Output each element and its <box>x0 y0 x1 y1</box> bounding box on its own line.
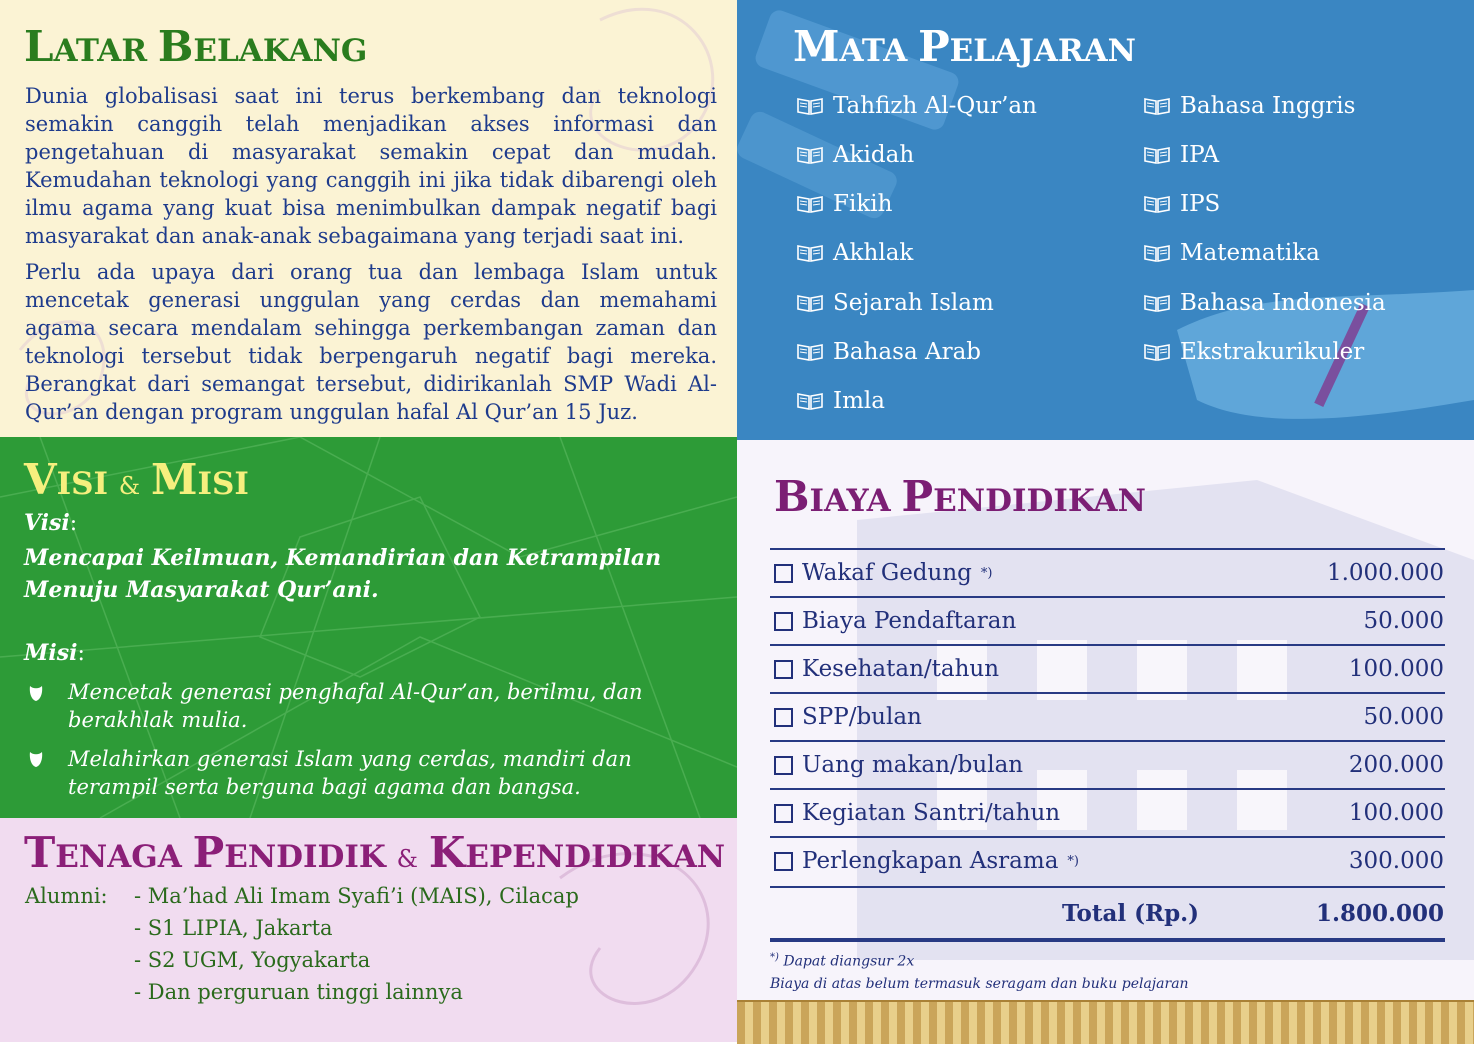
leaf-bullet-icon <box>28 750 44 768</box>
checkbox-icon <box>774 612 793 631</box>
book-icon <box>797 392 823 410</box>
fee-row: Kesehatan/tahun 100.000 <box>774 654 1444 684</box>
book-icon <box>1144 244 1170 262</box>
checkbox-icon <box>774 852 793 871</box>
fee-amount: 100.000 <box>1348 656 1444 682</box>
visi-line-1: Mencapai Keilmuan, Kemandirian dan Ketrampilan <box>24 545 662 571</box>
book-icon <box>797 294 823 312</box>
table-rule-bold <box>770 938 1445 942</box>
table-rule <box>770 836 1445 838</box>
fee-amount: 200.000 <box>1348 752 1444 778</box>
mata-pelajaran-title: MATA PELAJARAN <box>793 22 1137 71</box>
fee-amount: 50.000 <box>1363 704 1444 730</box>
subject-item: Tahfizh Al-Qur’an <box>797 93 1037 119</box>
subject-item: Akhlak <box>797 240 913 266</box>
alumni-item: - S2 UGM, Yogyakarta <box>134 948 371 972</box>
fee-row: Uang makan/bulan 200.000 <box>774 750 1444 780</box>
leaf-bullet-icon <box>28 684 44 702</box>
table-rule <box>770 886 1445 888</box>
fee-amount: 1.000.000 <box>1326 560 1444 586</box>
total-label: Total (Rp.) <box>1062 899 1200 927</box>
subject-item: Akidah <box>797 142 914 168</box>
footnote: Biaya di atas belum termasuk seragam dan buku pelajaran <box>770 976 1189 992</box>
fee-row: Perlengkapan Asrama *) 300.000 <box>774 846 1444 876</box>
biaya-pendidikan-title: BIAYA PENDIDIKAN <box>774 472 1146 521</box>
alumni-item: - Ma’had Ali Imam Syafi’i (MAIS), Cilacap <box>134 884 579 908</box>
alumni-item: - Dan perguruan tinggi lainnya <box>134 980 463 1004</box>
book-icon <box>1144 97 1170 115</box>
subject-item: Sejarah Islam <box>797 290 994 316</box>
subject-item: IPA <box>1144 142 1219 168</box>
fee-row: Kegiatan Santri/tahun 100.000 <box>774 798 1444 828</box>
visi-line-2: Menuju Masyarakat Qur’ani. <box>24 577 379 603</box>
subject-item: Ekstrakurikuler <box>1144 339 1364 365</box>
footnote: *) Dapat diangsur 2x <box>770 952 915 970</box>
table-rule <box>770 644 1445 646</box>
book-icon <box>797 343 823 361</box>
checkbox-icon <box>774 564 793 583</box>
table-rule <box>770 548 1445 550</box>
book-icon <box>797 146 823 164</box>
subject-item: IPS <box>1144 191 1220 217</box>
alumni-item: - S1 LIPIA, Jakarta <box>134 916 333 940</box>
latar-paragraph-1: Dunia globalisasi saat ini terus berkembang dan teknologi semakin canggih telah menjadikan akses informasi dan pengetahuan di masyarakat semakin cepat dan mudah. Kemudahan teknologi yang canggih ini jika tidak dibarengi oleh ilmu agama yang kuat bisa menimbulkan dampak negatif bagi masyarakat dan anak-anak sebagaimana yang terjadi saat ini. <box>25 84 717 248</box>
total-row <box>774 898 1444 928</box>
subject-item: Bahasa Indonesia <box>1144 290 1386 316</box>
book-icon <box>1144 343 1170 361</box>
total-amount: 1.800.000 <box>1315 899 1444 927</box>
fee-amount: 300.000 <box>1348 848 1444 874</box>
misi-item: Melahirkan generasi Islam yang cerdas, mandiri dan terampil serta berguna bagi agama dan bangsa. <box>68 747 632 799</box>
fee-row: Biaya Pendaftaran 50.000 <box>774 606 1444 636</box>
misi-label: Misi: <box>24 640 85 666</box>
alumni-label: Alumni: <box>25 884 108 908</box>
table-rule <box>770 596 1445 598</box>
book-icon <box>1144 195 1170 213</box>
subject-item: Matematika <box>1144 240 1320 266</box>
fee-row: Wakaf Gedung *) 1.000.000 <box>774 558 1444 588</box>
book-icon <box>797 97 823 115</box>
tenaga-pendidik-title: TENAGA PENDIDIK & KEPENDIDIKAN <box>24 828 726 877</box>
checkbox-icon <box>774 804 793 823</box>
book-icon <box>797 195 823 213</box>
latar-belakang-title: LATAR BELAKANG <box>24 22 368 71</box>
fee-row: SPP/bulan 50.000 <box>774 702 1444 732</box>
subject-item: Bahasa Arab <box>797 339 981 365</box>
book-icon <box>1144 294 1170 312</box>
book-icon <box>797 244 823 262</box>
table-rule <box>770 788 1445 790</box>
table-rule <box>770 692 1445 694</box>
latar-paragraph-2: Perlu ada upaya dari orang tua dan lembaga Islam untuk mencetak generasi unggulan yang cerdas dan memahami agama secara mendalam sehingga perkembangan zaman dan teknologi tersebut tidak berpengaruh negatif bagi mereka. Berangkat dari semangat tersebut, didirikanlah SMP Wadi Al-Qur’an dengan program unggulan hafal Al Qur’an 15 Juz. <box>25 260 717 424</box>
subject-item: Bahasa Inggris <box>1144 93 1355 119</box>
visi-label: Visi: <box>24 510 78 536</box>
subject-item: Fikih <box>797 191 892 217</box>
table-rule <box>770 740 1445 742</box>
checkbox-icon <box>774 708 793 727</box>
ornamental-border <box>737 1000 1474 1044</box>
subject-item: Imla <box>797 388 885 414</box>
fee-amount: 50.000 <box>1363 608 1444 634</box>
fee-amount: 100.000 <box>1348 800 1444 826</box>
checkbox-icon <box>774 756 793 775</box>
misi-item: Mencetak generasi penghafal Al-Qur’an, berilmu, dan berakhlak mulia. <box>68 680 643 732</box>
visi-misi-title: VISI & MISI <box>24 455 249 504</box>
checkbox-icon <box>774 660 793 679</box>
book-icon <box>1144 146 1170 164</box>
